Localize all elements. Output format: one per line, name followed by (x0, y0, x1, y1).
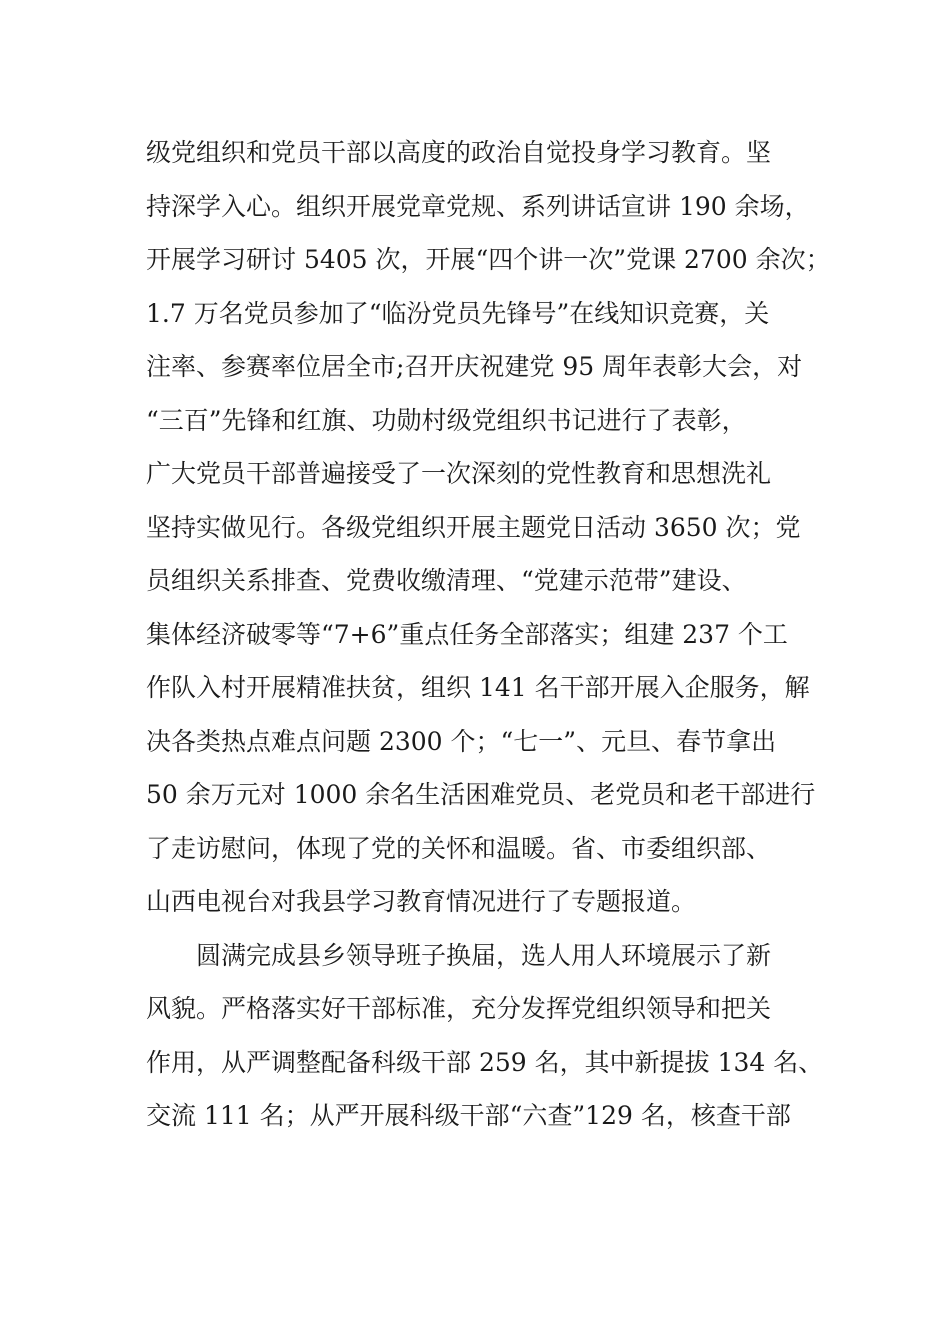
text-line: 广大党员干部普遍接受了一次深刻的党性教育和思想洗礼 (146, 459, 772, 488)
body-text (146, 131, 831, 1148)
text-line: 1.7 万名党员参加了“临汾党员先锋号”在线知识竞赛，关 (146, 298, 770, 328)
text-line: 了走访慰问，体现了党的关怀和温暖。省、市委组织部、 (146, 833, 772, 863)
text-line: 决各类热点难点问题 2300 个；“七一”、元旦、春节拿出 (146, 726, 777, 756)
text-line: 作用，从严调整配备科级干部 259 名，其中新提拔 134 名、 (146, 1047, 824, 1077)
text-line: 交流 111 名；从严开展科级干部“六查”129 名，核查干部 (146, 1101, 791, 1130)
paragraph-start-line: 圆满完成县乡领导班子换届，选人用人环境展示了新 (146, 940, 772, 970)
text-line: 山西电视台对我县学习教育情况进行了专题报道。 (146, 887, 697, 916)
text-line: “三百”先锋和红旗、功勋村级党组织书记进行了表彰， (146, 405, 747, 435)
text-line: 集体经济破零等“7+6”重点任务全部落实；组建 237 个工 (146, 619, 788, 649)
text-line: 50 余万元对 1000 余名生活困难党员、老党员和老干部进行 (146, 780, 816, 809)
text-line: 级党组织和党员干部以高度的政治自觉投身学习教育。坚 (146, 138, 772, 167)
text-line: 员组织关系排查、党费收缴清理、“党建示范带”建设、 (146, 566, 747, 595)
text-line: 持深学入心。组织开展党章党规、系列讲话宣讲 190 余场， (146, 191, 810, 221)
text-line: 开展学习研讨 5405 次，开展“四个讲一次”党课 2700 余次； (146, 245, 831, 274)
text-line: 作队入村开展精准扶贫，组织 141 名干部开展入企服务，解 (146, 673, 810, 702)
text-line: 注率、参赛率位居全市;召开庆祝建党 95 周年表彰大会，对 (146, 352, 803, 381)
text-line: 坚持实做见行。各级党组织开展主题党日活动 3650 次；党 (146, 512, 801, 542)
text-line: 风貌。严格落实好干部标准，充分发挥党组织领导和把关 (146, 994, 772, 1023)
